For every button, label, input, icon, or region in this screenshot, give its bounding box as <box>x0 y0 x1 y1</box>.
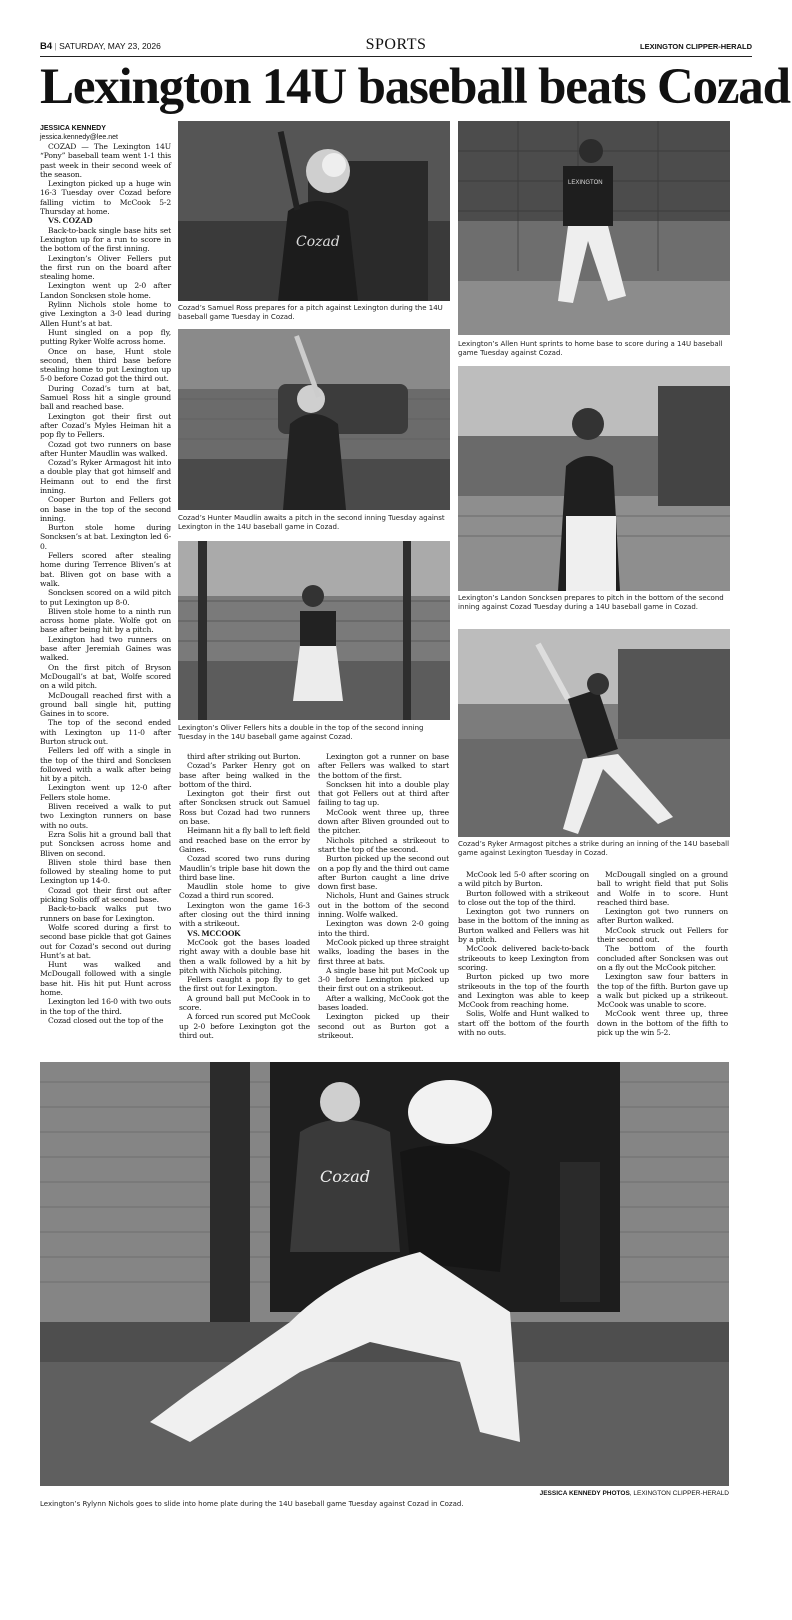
paragraph: Lexington got two runners on base in the bottom of the inning as Burton walked and Fellers was hit by a pitch. <box>458 907 589 945</box>
paragraph: McCook went three up, three down in the bottom of the fifth to pick up the win 5-2. <box>597 1009 728 1038</box>
paragraph: Maudlin stole home to give Cozad a third run scored. <box>179 882 310 901</box>
paragraph: Lexington had two runners on base after Jeremiah Gaines was walked. <box>40 634 171 663</box>
paragraph: Cozad scored two runs during Maudlin’s triple base hit down the third base line. <box>179 854 310 882</box>
paragraph: McCook got the bases loaded right away with a double base hit then a walk followed by a hit by pitch with Nichols pitching. <box>179 937 310 975</box>
credit-name: JESSICA KENNEDY PHOTOS <box>539 1490 630 1497</box>
page-number-date: B4 | SATURDAY, MAY 23, 2026 <box>40 41 161 52</box>
paragraph: Lexington got a runner on base after Fellers was walked to start the bottom of the first. <box>318 752 449 780</box>
paragraph: Burton followed with a strikeout to close out the top of the third. <box>458 888 589 907</box>
photo-oliver-fellers <box>178 541 450 720</box>
caption-ross: Cozad’s Samuel Ross prepares for a pitch against Lexington during the 14U baseball game Tuesday in Cozad. <box>178 304 443 321</box>
paragraph: Nichols, Hunt and Gaines struck out in the bottom of the second inning. Wolfe walked. <box>318 891 449 920</box>
paragraph: Nichols pitched a strikeout to start the top of the second. <box>318 835 449 854</box>
caption-hunt: Lexington’s Allen Hunt sprints to home base to score during a 14U baseball game Tuesday against Cozad. <box>458 340 723 357</box>
subhead: VS. MCCOOK <box>187 927 241 938</box>
paragraph: Back-to-back single base hits set Lexington up for a run to score in the bottom of the first inning. <box>40 225 171 254</box>
paragraph: Cooper Burton and Fellers got on base in the top of the second inning. <box>40 495 171 523</box>
paragraph: Hunt singled on a pop fly, putting Ryker Wolfe across home. <box>40 327 171 347</box>
paragraph: Heimann hit a fly ball to left field and reached base on the error by Gaines. <box>179 826 310 854</box>
paragraph: Lexington went up 2-0 after Landon Soncksen stole home. <box>40 281 171 300</box>
photo-rylynn-nichols <box>40 1062 729 1486</box>
subhead: VS. COZAD <box>48 215 93 226</box>
paragraph: McCook went three up, three down after Bliven grounded out to the pitcher. <box>318 807 449 836</box>
paragraph: A forced run scored put McCook up 2-0 before Lexington got the third out. <box>179 1012 310 1040</box>
photo-jersey-text: LEXINGTON <box>568 180 603 186</box>
paragraph: Cozad got their first out after picking Solis off at second base. <box>40 885 171 905</box>
paragraph: The top of the second ended with Lexington up 11-0 after Burton struck out. <box>40 718 171 746</box>
paragraph: Burton picked up the second out on a pop fly and the third out came after Burton caught a line drive down first base. <box>318 854 449 892</box>
paragraph: Bliven stole third base then followed by stealing home to put Lexington up 14-0. <box>40 857 171 886</box>
photo-credit <box>540 1490 729 1497</box>
caption-soncksen: Lexington’s Landon Soncksen prepares to pitch in the bottom of the second inning against Cozad Tuesday during a 14U baseball game in Cozad. <box>458 594 724 611</box>
photo-jersey-text: Cozad <box>320 1167 371 1186</box>
paragraph: Lexington won the game 16-3 after closing out the third inning with a strikeout. <box>179 900 310 929</box>
paragraph: Lexington got two runners on after Burton walked. <box>597 907 728 926</box>
paragraph: Fellers scored after stealing home during Terrence Bliven’s at bat. Bliven got on base with a walk. <box>40 551 171 588</box>
paragraph: Once on base, Hunt stole second, then third base before stealing home to put Lexington up 5-0 before Cozad got the third out. <box>40 346 171 384</box>
paragraph: Back-to-back walks put two runners on base for Lexington. <box>40 904 171 923</box>
paragraph: Bliven stole home to a ninth run across home plate. Wolfe got on base after being hit by a pitch. <box>40 606 171 635</box>
page-header <box>40 38 752 57</box>
paragraph: Lexington got their first out after Soncksen struck out Samuel Ross but Cozad had two runners on base. <box>179 789 310 827</box>
paper-name: LEXINGTON CLIPPER-HERALD <box>640 42 752 51</box>
photo-landon-soncksen <box>458 366 730 591</box>
paragraph: McDougall reached first with a ground ball single hit, putting Gaines in to score. <box>40 690 171 719</box>
byline <box>40 125 118 142</box>
photo-jersey-text: Cozad <box>296 234 340 250</box>
paragraph: The bottom of the fourth concluded after Soncksen was out on a fly out the McCook pitcher. <box>597 944 728 972</box>
paragraph: Burton picked up two more strikeouts in the top of the fourth and Lexington was able to keep McCook from reaching home. <box>458 972 589 1010</box>
byline-email[interactable]: jessica.kennedy@lee.net <box>40 133 118 141</box>
article-column-5 <box>597 870 728 1037</box>
paragraph: McCook picked up three straight walks, loading the bases in the first three at bats. <box>318 937 449 966</box>
paragraph: Bliven received a walk to put two Lexington runners on base with no outs. <box>40 802 171 830</box>
credit-org: , LEXINGTON CLIPPER-HERALD <box>629 1490 729 1497</box>
caption-nichols: Lexington’s Rylynn Nichols goes to slide into home plate during the 14U baseball game Tuesday against Cozad in Cozad. <box>40 1500 464 1508</box>
paragraph: Cozad got two runners on base after Hunter Maudlin was walked. <box>40 439 171 458</box>
article-column-2 <box>179 752 310 1040</box>
paragraph: Lexington got their first out after Cozad’s Myles Heiman hit a pop fly to Fellers. <box>40 411 171 440</box>
paragraph: McDougall singled on a ground ball to wright field that put Solis and Wolfe in to score. Hunt reached third base. <box>597 870 728 907</box>
paragraph: Lexington picked up a huge win 16-3 Tuesday over Cozad before falling victim to McCook 5-2 Thursday at home. <box>40 179 171 217</box>
paragraph: Wolfe scored during a first to second base pickle that got Gaines out for Cozad’s second out during Hunt’s at bat. <box>40 922 171 960</box>
paragraph: Lexington’s Oliver Fellers put the first run on the board after stealing home. <box>40 253 171 282</box>
paragraph: Fellers led off with a single in the top of the third and Soncksen followed with a walk after being hit by a pitch. <box>40 746 171 784</box>
paragraph: Lexington went up 12-0 after Fellers stole home. <box>40 783 171 802</box>
paragraph: Cozad’s Parker Henry got on base after being walked in the bottom of the third. <box>179 761 310 789</box>
paragraph: Cozad’s Ryker Armagost hit into a double play that got himself and Heimann out to end the first inning. <box>40 458 171 495</box>
headline: Lexington 14U baseball beats Cozad <box>40 59 790 115</box>
caption-armagost: Cozad’s Ryker Armagost pitches a strike during an inning of the 14U baseball game against Lexington Tuesday in Cozad. <box>458 840 730 857</box>
photo-hunter-maudlin <box>178 329 450 510</box>
paragraph: A single base hit put McCook up 3-0 before Lexington picked up their first out on a strikeout. <box>318 965 449 994</box>
photo-samuel-ross <box>178 121 450 301</box>
caption-fellers: Lexington’s Oliver Fellers hits a double in the top of the second inning Tuesday in the 14U baseball game against Cozad. <box>178 724 424 741</box>
article-column-1 <box>40 142 171 1025</box>
paragraph: Lexington was down 2-0 going into the third. <box>318 919 449 938</box>
paragraph: COZAD — The Lexington 14U “Pony” baseball team went 1-1 this past week in their second week of the season. <box>40 142 171 179</box>
paragraph: Solis, Wolfe and Hunt walked to start off the bottom of the fourth with no outs. <box>458 1009 589 1038</box>
paragraph: Soncksen scored on a wild pitch to put Lexington up 8-0. <box>40 588 171 607</box>
section-title: SPORTS <box>365 36 427 53</box>
paragraph: On the first pitch of Bryson McDougall’s at bat, Wolfe scored on a wild pitch. <box>40 662 171 691</box>
paragraph: Cozad closed out the top of the <box>48 1015 164 1025</box>
paragraph: Rylinn Nichols stole home to give Lexington a 3-0 lead during Allen Hunt’s at bat. <box>40 300 171 328</box>
page-number: B4 <box>40 41 53 52</box>
photo-allen-hunt <box>458 121 730 335</box>
paragraph: Lexington saw four batters in the top of the fifth. Burton gave up a walk but picked up a strikeout. McCook was unable to score. <box>597 972 728 1010</box>
article-column-3 <box>318 752 449 1040</box>
paragraph: Soncksen hit into a double play that got Fellers out at third after failing to tag up. <box>318 779 449 808</box>
paragraph: Lexington led 16-0 with two outs in the top of the third. <box>40 997 171 1016</box>
paragraph: Burton stole home during Soncksen’s at bat. Lexington led 6-0. <box>40 523 171 551</box>
caption-maudlin: Cozad’s Hunter Maudlin awaits a pitch in the second inning Tuesday against Lexington in the 14U baseball game in Cozad. <box>178 514 445 531</box>
paragraph: During Cozad’s turn at bat, Samuel Ross hit a single ground ball and reached base. <box>40 383 171 412</box>
paragraph: McCook led 5-0 after scoring on a wild pitch by Burton. <box>458 870 589 889</box>
byline-name: JESSICA KENNEDY <box>40 125 106 132</box>
paragraph: Lexington picked up their second out as Burton got a strikeout. <box>318 1012 449 1040</box>
paragraph: McCook delivered back-to-back strikeouts to keep Lexington from scoring. <box>458 944 589 972</box>
paragraph: A ground ball put McCook in to score. <box>179 993 310 1013</box>
paragraph: After a walking, McCook got the bases loaded. <box>318 993 449 1013</box>
paragraph: McCook struck out Fellers for their second out. <box>597 925 728 945</box>
issue-date: SATURDAY, MAY 23, 2026 <box>59 41 161 51</box>
paragraph: third after striking out Burton. <box>187 752 301 761</box>
paragraph: Ezra Solis hit a ground ball that put Soncksen across home and Bliven on second. <box>40 829 171 858</box>
paragraph: Fellers caught a pop fly to get the first out for Lexington. <box>179 975 310 994</box>
photo-ryker-armagost <box>458 629 730 837</box>
article-column-4 <box>458 870 589 1037</box>
paragraph: Hunt was walked and McDougall followed with a single base hit. His hit put Hunt across home. <box>40 960 171 998</box>
